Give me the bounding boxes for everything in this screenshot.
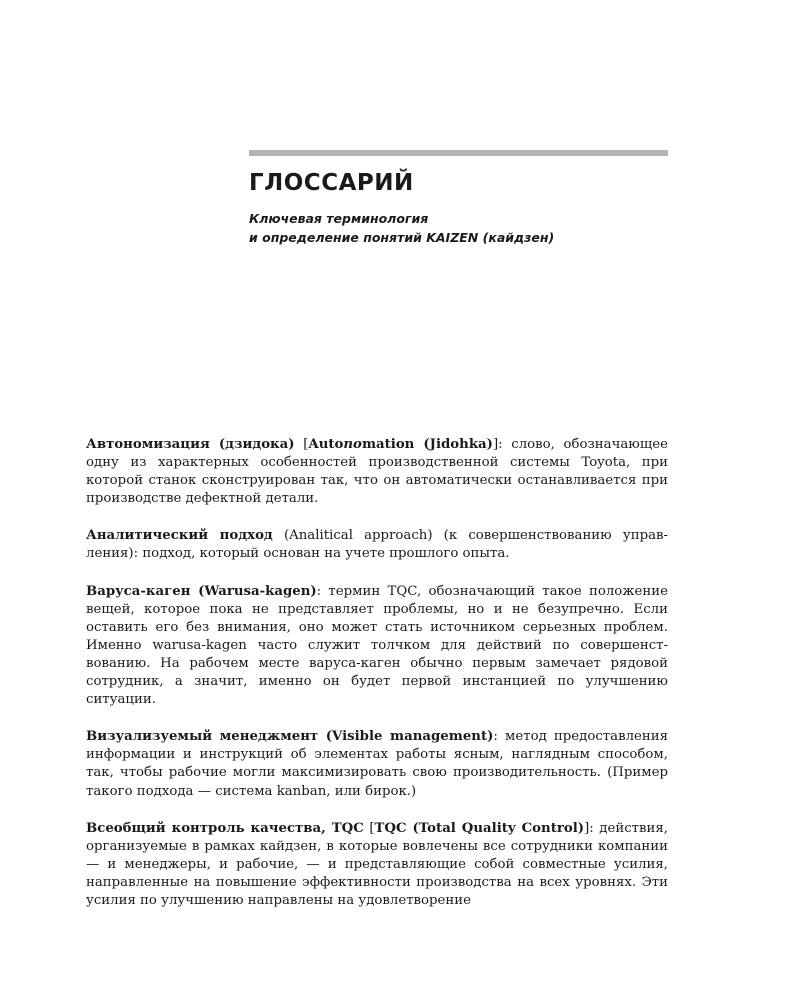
entry-bracket-close: ] [584, 820, 590, 836]
glossary-entries [86, 436, 668, 929]
entry-alt-term-a: Auto [308, 437, 344, 452]
entry-term: Автономизация (дзидока) [86, 437, 295, 452]
page-title: ГЛОССАРИЙ [249, 170, 414, 196]
entry-term: Всеобщий контроль качества, TQC [86, 820, 364, 836]
header-rule [249, 150, 668, 156]
subtitle-line-2: и определение понятий KAIZEN (кайдзен) [249, 230, 555, 245]
glossary-entry-autonomation [86, 436, 668, 508]
entry-alt-term: TQC (Total Quality Control) [374, 820, 585, 836]
glossary-entry-warusa-kagen [86, 583, 668, 710]
entry-alt-term-b: no [343, 437, 362, 452]
glossary-entry-tqc [86, 820, 668, 910]
subtitle-line-1: Ключевая терминология [249, 211, 429, 226]
entry-definition: : метод предоставления информации и инструкций об элементах работы ясным, наглядным способом, так, чтобы рабочие могли максимизировать свою производительность. (Пример такого подхода — система kanban, или бирок.) [86, 729, 668, 799]
entry-bracket-close: ] [492, 437, 499, 452]
glossary-entry-analytical-approach [86, 527, 668, 563]
entry-definition: : термин TQC, обозначающий такое положение вещей, которое пока не представляет проблемы, но и не безупречно. Если оставить его без внимания, оно может стать источником серьезных проблем. Именно warusa-kagen часто служит толчком для действий по совершенствованию. На рабочем месте варуса-каген обычно первым замечает рядовой сотрудник, а значит, именно он будет первой инстанцией по улучшению ситуации. [86, 583, 668, 708]
entry-bracket-open: [ [294, 437, 309, 452]
entry-definition: : действия, организуемые в рамках кайдзен, в которые вовлечены все сотрудники компании — и менеджеры, и рабочие, — и представляющие собой совместные усилия, направленные на повышение эффективности производства на всех уровнях. Эти усилия по улучшению направлены на удовлетворение [86, 820, 668, 908]
glossary-entry-visible-management [86, 728, 668, 800]
entry-definition: (Analitical approach) (к совершенствованию управления): подход, который основан на учете прошлого опыта. [86, 528, 668, 562]
entry-bracket-open: [ [363, 820, 375, 836]
entry-term: Визуализуемый менеджмент (Visible management) [86, 729, 494, 745]
entry-term: Варуса-каген (Warusa-kagen) [86, 583, 317, 599]
entry-alt-term-c: mation (Jidohka) [361, 437, 493, 452]
entry-definition: : слово, обозначающее одну из характерных особенностей производственной системы Toyota, при которой станок сконструирован так, что он автоматически останавливается при производстве дефектной детали. [86, 437, 668, 507]
entry-term: Аналитический подход [86, 528, 273, 544]
page-subtitle [249, 209, 679, 247]
